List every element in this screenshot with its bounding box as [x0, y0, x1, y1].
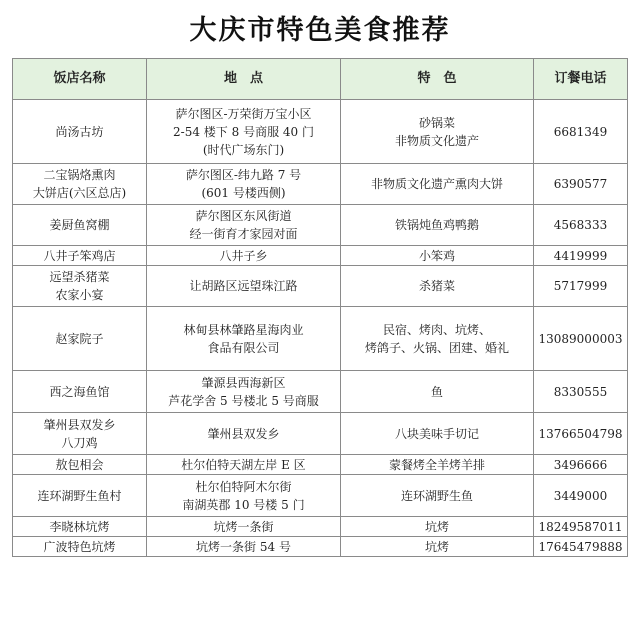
address-cell	[147, 164, 341, 205]
feature-cell-line: 铁锅炖鱼鸡鸭鹅	[394, 218, 479, 232]
address-cell-line: 南湖英郡 10 号楼 5 门	[182, 497, 305, 512]
table-row	[13, 517, 628, 537]
table-row	[13, 164, 628, 205]
address-cell	[147, 475, 341, 517]
phone-cell: 13766504798	[534, 413, 628, 455]
feature-cell	[341, 100, 534, 164]
feature-cell	[341, 517, 534, 537]
table-row	[13, 307, 628, 371]
restaurant-name-cell-line: 肇州县双发乡	[43, 417, 116, 432]
feature-cell-line: 杀猪菜	[418, 279, 455, 293]
feature-cell	[341, 246, 534, 266]
table-row	[13, 371, 628, 413]
restaurant-name-cell-line: 八刀鸡	[61, 435, 98, 450]
address-cell-line: 杜尔伯特阿木尔街	[195, 479, 292, 494]
feature-cell-line: 烤鸽子、火锅、团建、婚礼	[364, 340, 509, 355]
feature-cell-line: 民宿、烤肉、坑烤、	[382, 322, 491, 337]
table-row	[13, 537, 628, 557]
header-location: 地 点	[147, 59, 341, 100]
table-row	[13, 413, 628, 455]
restaurant-name-cell	[13, 205, 147, 246]
address-cell	[147, 246, 341, 266]
address-cell-line: 肇源县西海新区	[201, 375, 286, 390]
address-cell-line: 林甸县林肇路星海肉业	[183, 322, 304, 337]
address-cell	[147, 455, 341, 475]
page-title: 大庆市特色美食推荐	[189, 15, 451, 46]
address-cell-line: 萨尔图区东风街道	[195, 209, 292, 223]
address-cell	[147, 371, 341, 413]
feature-cell-line: 蒙餐烤全羊烤羊排	[388, 457, 485, 472]
address-cell-line: (时代广场东门)	[202, 142, 285, 157]
phone-cell: 3496666	[534, 455, 628, 475]
feature-cell-line: 连环湖野生鱼	[400, 488, 473, 503]
address-cell-line: 杜尔伯特天湖左岸 E 区	[181, 457, 306, 472]
header-feature: 特 色	[341, 59, 534, 100]
restaurant-name-cell	[13, 517, 147, 537]
address-cell-line: 食品有限公司	[207, 340, 280, 355]
address-cell-line: 2-54 楼下 8 号商服 40 门	[173, 124, 314, 139]
feature-cell-line: 非物质文化遗产	[394, 133, 479, 148]
restaurant-name-cell-line: 远望杀猪菜	[49, 270, 110, 284]
restaurant-name-cell-line: 尚汤古坊	[55, 124, 104, 139]
address-cell-line: 经一街育才家园对面	[189, 227, 298, 241]
restaurant-name-cell	[13, 455, 147, 475]
phone-cell: 3449000	[534, 475, 628, 517]
restaurant-table	[12, 58, 628, 557]
feature-cell-line: 小笨鸡	[418, 248, 455, 263]
phone-cell: 5717999	[534, 266, 628, 307]
address-cell-line: 萨尔图区-万荣街万宝小区	[175, 106, 312, 121]
restaurant-name-cell	[13, 307, 147, 371]
restaurant-name-cell	[13, 246, 147, 266]
restaurant-name-cell-line: 敖包相会	[55, 457, 104, 472]
phone-cell: 8330555	[534, 371, 628, 413]
feature-cell-line: 砂锅菜	[418, 115, 455, 130]
feature-cell-line: 非物质文化遗产熏肉大饼	[370, 177, 503, 191]
table-row	[13, 100, 628, 164]
feature-cell	[341, 455, 534, 475]
restaurant-name-cell	[13, 475, 147, 517]
table-header-row	[13, 59, 628, 100]
feature-cell	[341, 475, 534, 517]
address-cell	[147, 307, 341, 371]
feature-cell	[341, 371, 534, 413]
address-cell	[147, 413, 341, 455]
feature-cell-line: 坑烤	[424, 539, 449, 554]
table-row	[13, 455, 628, 475]
header-restaurant-name: 饭店名称	[13, 59, 147, 100]
restaurant-name-cell-line: 广波特色坑烤	[43, 539, 116, 554]
restaurant-name-cell-line: 农家小宴	[55, 288, 104, 302]
restaurant-name-cell	[13, 164, 147, 205]
address-cell-line: 坑烤一条街	[213, 519, 274, 534]
feature-cell	[341, 164, 534, 205]
address-cell-line: 坑烤一条街 54 号	[196, 539, 291, 554]
restaurant-name-cell-line: 八井子笨鸡店	[43, 248, 116, 263]
restaurant-name-cell	[13, 100, 147, 164]
phone-cell: 6390577	[534, 164, 628, 205]
address-cell-line: 萨尔图区-纬九路 7 号	[185, 168, 302, 182]
phone-cell: 17645479888	[534, 537, 628, 557]
restaurant-name-cell	[13, 266, 147, 307]
address-cell-line: 让胡路区远望珠江路	[189, 279, 298, 293]
restaurant-name-cell-line: 赵家院子	[55, 331, 104, 346]
feature-cell	[341, 537, 534, 557]
feature-cell-line: 坑烤	[424, 519, 449, 534]
feature-cell	[341, 413, 534, 455]
address-cell	[147, 100, 341, 164]
address-cell	[147, 517, 341, 537]
address-cell-line: 八井子乡	[219, 248, 268, 263]
address-cell	[147, 266, 341, 307]
address-cell-line: 芦花学舍 5 号楼北 5 号商服	[168, 393, 319, 408]
feature-cell-line: 鱼	[430, 384, 443, 399]
address-cell-line: 肇州县双发乡	[207, 426, 280, 441]
restaurant-name-cell-line: 大饼店(六区总店)	[32, 186, 127, 200]
table-row	[13, 246, 628, 266]
table-row	[13, 205, 628, 246]
phone-cell: 18249587011	[534, 517, 628, 537]
phone-cell: 13089000003	[534, 307, 628, 371]
restaurant-name-cell	[13, 413, 147, 455]
feature-cell	[341, 205, 534, 246]
feature-cell	[341, 307, 534, 371]
restaurant-name-cell-line: 二宝锅烙熏肉	[43, 168, 116, 182]
restaurant-name-cell-line: 姜厨鱼窝棚	[49, 218, 110, 232]
address-cell-line: (601 号楼西侧)	[201, 186, 286, 200]
address-cell	[147, 537, 341, 557]
restaurant-name-cell	[13, 371, 147, 413]
feature-cell	[341, 266, 534, 307]
phone-cell: 4419999	[534, 246, 628, 266]
restaurant-name-cell-line: 连环湖野生鱼村	[37, 488, 122, 503]
table-row	[13, 475, 628, 517]
phone-cell: 6681349	[534, 100, 628, 164]
restaurant-name-cell	[13, 537, 147, 557]
address-cell	[147, 205, 341, 246]
phone-cell: 4568333	[534, 205, 628, 246]
restaurant-name-cell-line: 李晓林坑烤	[49, 519, 110, 534]
table-row	[13, 266, 628, 307]
feature-cell-line: 八块美味手切记	[394, 426, 479, 441]
header-phone: 订餐电话	[534, 59, 628, 100]
restaurant-name-cell-line: 西之海鱼馆	[49, 384, 110, 399]
